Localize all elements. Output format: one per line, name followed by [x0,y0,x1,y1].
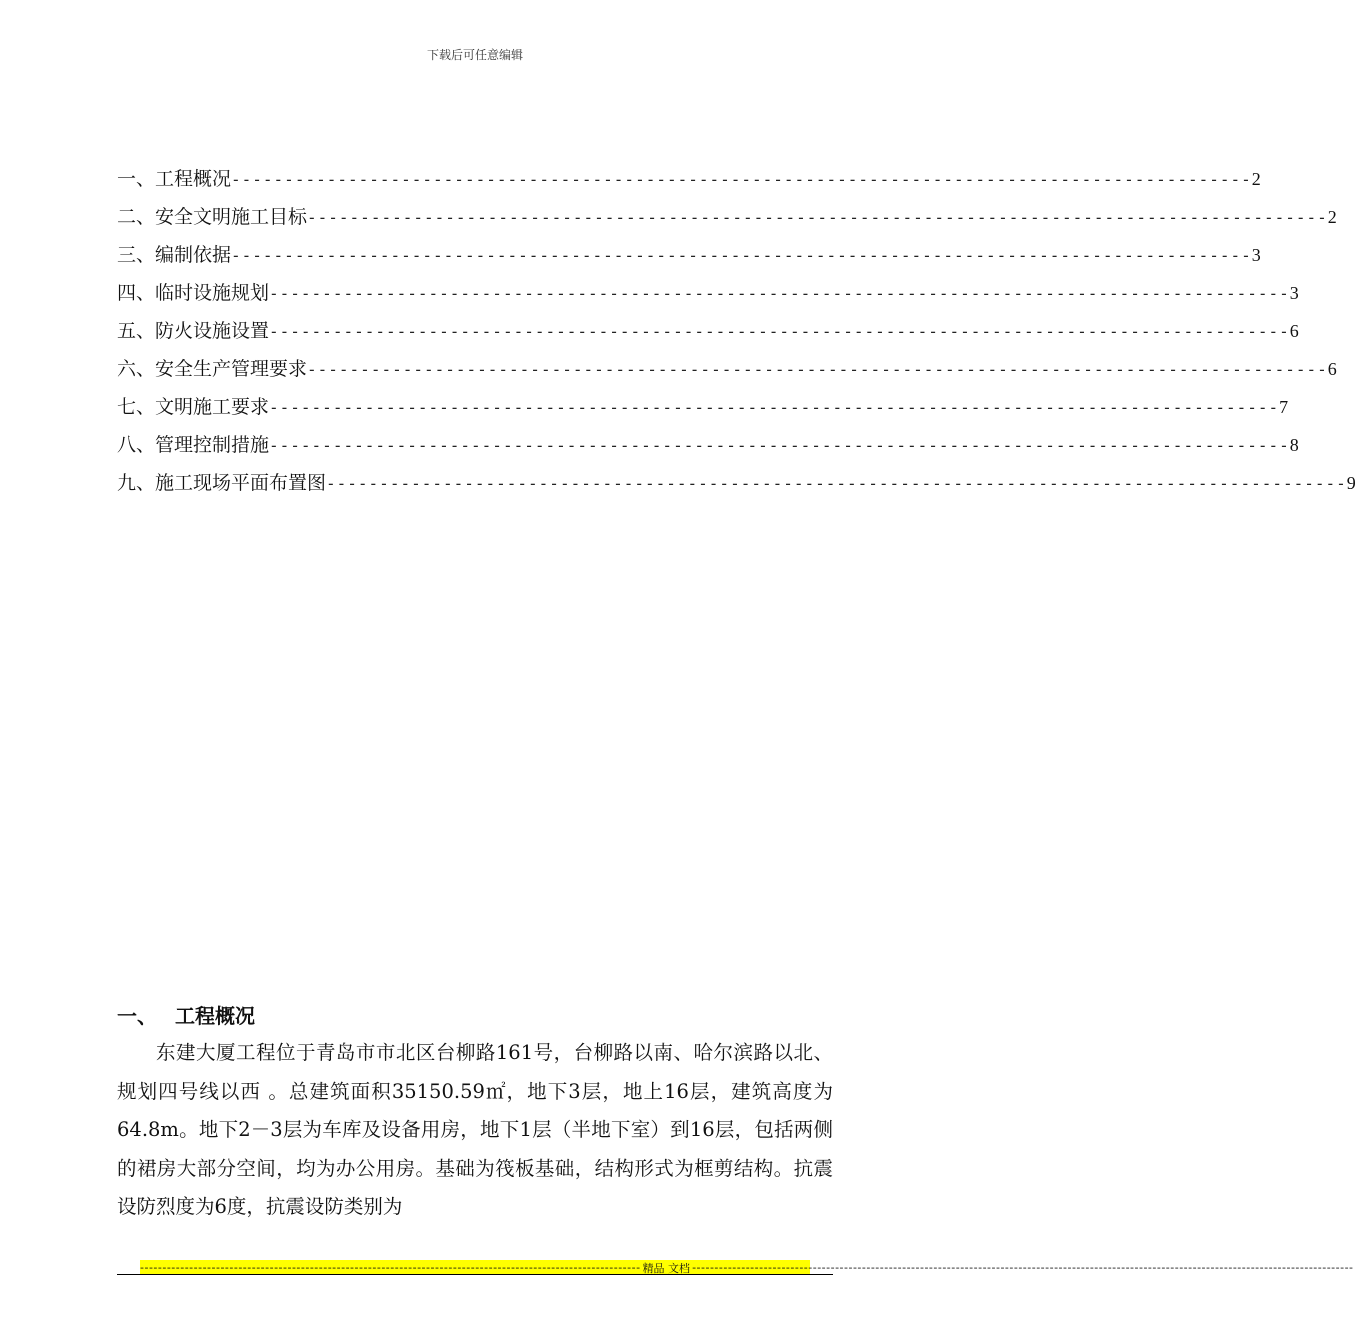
toc-item-page: 9 [1346,473,1356,493]
footer-divider [117,1274,833,1275]
toc-item-page: 3 [1289,283,1299,303]
toc-leader: ------------------------------------------------------------------------------------------------ [269,436,1290,455]
toc-item-title: 八、管理控制措施 [117,434,270,456]
footer-label: 精品 文档 [642,1261,691,1275]
toc-item-title: 五、防火设施设置 [117,320,270,342]
toc-item-title: 七、文明施工要求 [117,396,270,418]
toc-item-page: 6 [1327,359,1337,379]
footer-dashes-right: ---------------------------------------------------------------------------------------------------------------------------------------------------- [692,1261,1354,1274]
toc-item[interactable] [117,274,1299,312]
toc-item-page: 8 [1289,435,1299,455]
toc-item-title: 六、安全生产管理要求 [117,358,308,380]
toc-item[interactable] [117,464,1356,502]
toc-item-page: 2 [1327,207,1337,227]
toc-item-title: 二、安全文明施工目标 [117,206,308,228]
toc-leader: ------------------------------------------------------------------------------------------------ [307,208,1328,227]
toc-item-page: 2 [1251,169,1261,189]
toc-item-title: 九、施工现场平面布置图 [117,472,327,494]
table-of-contents [117,160,1356,502]
toc-item[interactable] [117,312,1299,350]
section-heading [117,1000,255,1029]
toc-leader: ----------------------------------------------------------------------------------------------- [269,398,1280,417]
toc-item[interactable] [117,236,1261,274]
toc-leader: ------------------------------------------------------------------------------------------------ [269,284,1290,303]
toc-item[interactable] [117,388,1289,426]
toc-item-title: 三、编制依据 [117,244,232,266]
header-note: 下载后可任意编辑 [426,48,523,62]
toc-item[interactable] [117,350,1337,388]
toc-item-page: 7 [1279,397,1289,417]
toc-leader: ------------------------------------------------------------------------------------------------ [231,246,1252,265]
toc-leader: ------------------------------------------------------------------------------------------------ [307,360,1328,379]
footer-highlight-bar [140,1260,1354,1275]
toc-leader: ------------------------------------------------------------------------------------------------ [231,170,1252,189]
toc-item[interactable] [117,198,1337,236]
toc-item[interactable] [117,426,1299,464]
section-number: 一、 [117,1004,157,1028]
section-title: 工程概况 [175,1004,255,1028]
section-body-paragraph: 东建大厦工程位于青岛市市北区台柳路161号，台柳路以南、哈尔滨路以北、规划四号线以西 。总建筑面积35150.59㎡，地下3层，地上16层，建筑高度为64.8m。地下2－3层为车库及设备用房，地下1层（半地下室）到16层，包括两侧的裙房大部分空间，均为办公用房。基础为筏板基础，结构形式为框剪结构。抗震设防烈度为6度，抗震设防类别为 [117,1041,833,1218]
toc-item-title: 一、工程概况 [117,168,232,190]
toc-leader: ------------------------------------------------------------------------------------------------ [326,474,1347,493]
toc-item-page: 3 [1251,245,1261,265]
toc-item-title: 四、临时设施规划 [117,282,270,304]
toc-item-page: 6 [1289,321,1299,341]
toc-item[interactable] [117,160,1261,198]
footer-dashes-left: ---------------------------------------------------------------------------------------------------------------- [140,1261,641,1274]
toc-leader: ------------------------------------------------------------------------------------------------ [269,322,1290,341]
